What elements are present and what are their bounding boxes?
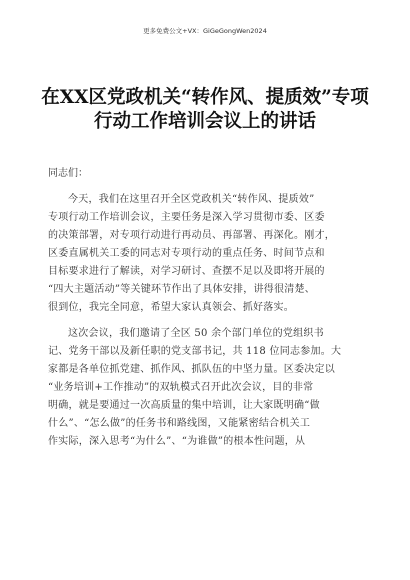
paragraph-1: [48, 191, 360, 317]
salutation: 同志们：: [48, 168, 88, 179]
paragraph-line: 记、党务干部以及新任职的党支部书记，共 118 位同志参加。大: [48, 346, 342, 357]
title-line-1: 在XX区党政机关“转作风、提质效”专项: [41, 87, 369, 108]
paragraph-line: “业务培训+工作推动”的双轨模式召开此次会议，目的非常: [48, 382, 314, 393]
document-title: [0, 86, 410, 134]
paragraph-2: [48, 325, 360, 451]
document-body: [48, 165, 360, 451]
paragraph-line: 什么”、“怎么做”的任务书和路线图，又能紧密结合机关工: [48, 418, 311, 429]
paragraph-line: 的决策部署，对专项行动进行再动员、再部署、再深化。刚才，: [48, 230, 335, 241]
paragraph-line: “四大主题活动”等关键环节作出了具体安排，讲得很清楚、: [48, 284, 315, 295]
paragraph-line: 这次会议，我们邀请了全区 50 余个部门单位的党组织书: [68, 328, 324, 339]
paragraph-line: 专项行动工作培训会议，主要任务是深入学习贯彻市委、区委: [48, 212, 325, 223]
paragraph-line: 目标要求进行了解读，对学习研讨、查摆不足以及即将开展的: [48, 266, 325, 277]
paragraph-line: 很到位，我完全同意，希望大家认真领会、抓好落实。: [48, 302, 294, 313]
paragraph-line: 家都是各单位抓党建、抓作风、抓队伍的中坚力量。区委决定以: [48, 364, 335, 375]
paragraph-line: 区委直属机关工委的同志对专项行动的重点任务、时间节点和: [48, 248, 325, 259]
title-line-2: 行动工作培训会议上的讲话: [93, 111, 316, 132]
paragraph-line: 明确，就是要通过一次高质量的集中培训，让大家既明确“做: [48, 400, 320, 411]
paragraph-line: 作实际，深入思考“为什么”、“为谁做”的根本性问题，从: [48, 436, 306, 447]
page-header: 更多免费公文+VX：GiGeGongWen2024: [143, 27, 267, 35]
paragraph-line: 今天，我们在这里召开全区党政机关“转作风、提质效”: [68, 194, 315, 205]
